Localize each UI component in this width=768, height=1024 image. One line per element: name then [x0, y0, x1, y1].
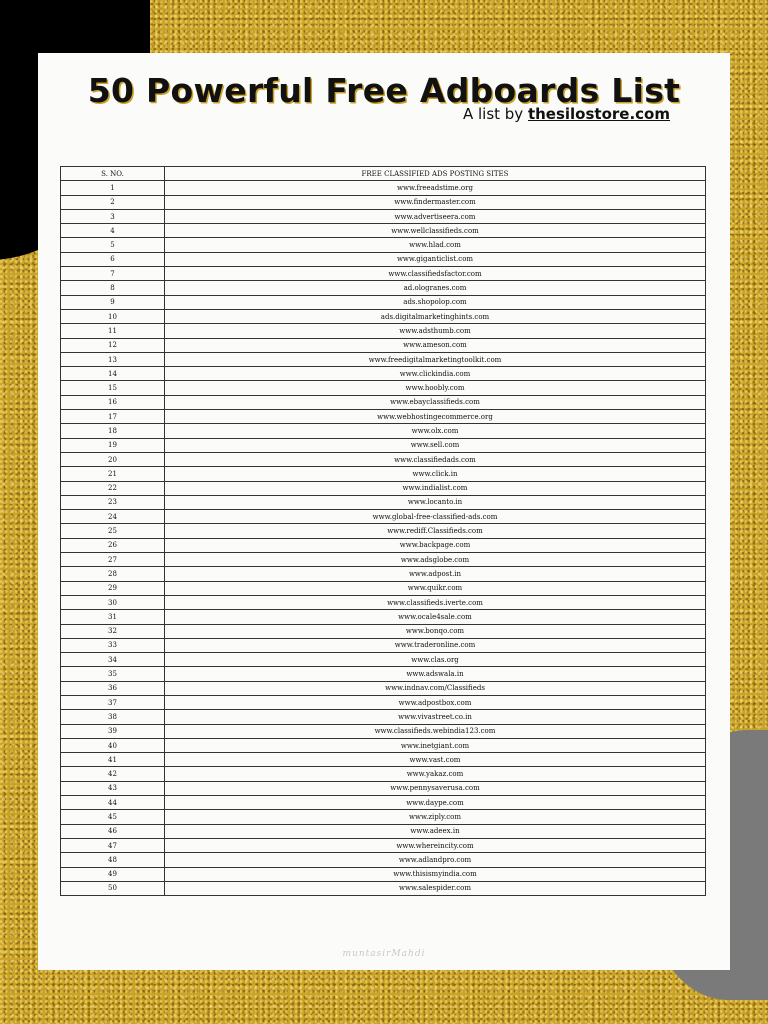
row-site[interactable]: www.vivastreet.co.in — [165, 710, 706, 724]
row-site[interactable]: www.indialist.com — [165, 481, 706, 495]
row-site[interactable]: www.adpostbox.com — [165, 695, 706, 709]
row-site[interactable]: www.daype.com — [165, 796, 706, 810]
row-site[interactable]: ad.ologranes.com — [165, 281, 706, 295]
row-site[interactable]: www.vast.com — [165, 753, 706, 767]
row-site[interactable]: www.classifieds.iverte.com — [165, 595, 706, 609]
row-number: 26 — [61, 538, 165, 552]
row-site[interactable]: www.classifiedads.com — [165, 452, 706, 466]
row-number: 49 — [61, 867, 165, 881]
table-body — [61, 181, 706, 896]
sites-table — [60, 166, 706, 896]
table-row — [61, 567, 706, 581]
table-row — [61, 209, 706, 223]
table-row — [61, 667, 706, 681]
row-site[interactable]: www.adpost.in — [165, 567, 706, 581]
row-number: 10 — [61, 309, 165, 323]
row-site[interactable]: www.hoobly.com — [165, 381, 706, 395]
table-row — [61, 853, 706, 867]
table-row — [61, 367, 706, 381]
row-number: 19 — [61, 438, 165, 452]
table-row — [61, 838, 706, 852]
row-site[interactable]: www.adlandpro.com — [165, 853, 706, 867]
row-site[interactable]: www.clas.org — [165, 653, 706, 667]
table-row — [61, 438, 706, 452]
table-row — [61, 238, 706, 252]
site-link[interactable]: thesilostore.com — [527, 105, 670, 123]
row-number: 8 — [61, 281, 165, 295]
row-number: 48 — [61, 853, 165, 867]
row-number: 41 — [61, 753, 165, 767]
row-number: 7 — [61, 267, 165, 281]
table-row — [61, 624, 706, 638]
row-number: 15 — [61, 381, 165, 395]
row-number: 37 — [61, 695, 165, 709]
table-row — [61, 767, 706, 781]
row-site[interactable]: ads.digitalmarketinghints.com — [165, 309, 706, 323]
table-row — [61, 295, 706, 309]
row-number: 24 — [61, 510, 165, 524]
table-row — [61, 538, 706, 552]
signature: muntasirMahdi — [342, 949, 426, 959]
row-number: 12 — [61, 338, 165, 352]
row-site[interactable]: www.olx.com — [165, 424, 706, 438]
table-row — [61, 524, 706, 538]
table-row — [61, 867, 706, 881]
row-number: 4 — [61, 224, 165, 238]
table-row — [61, 452, 706, 466]
table-row — [61, 395, 706, 409]
row-site[interactable]: www.pennysaverusa.com — [165, 781, 706, 795]
row-site[interactable]: www.adswala.in — [165, 667, 706, 681]
row-site[interactable]: www.traderonline.com — [165, 638, 706, 652]
row-number: 35 — [61, 667, 165, 681]
row-site[interactable]: www.quikr.com — [165, 581, 706, 595]
table-row — [61, 638, 706, 652]
row-number: 2 — [61, 195, 165, 209]
table-row — [61, 796, 706, 810]
table-row — [61, 481, 706, 495]
row-number: 21 — [61, 467, 165, 481]
table-row — [61, 695, 706, 709]
page-title: 50 Powerful Free Adboards List — [87, 71, 681, 110]
row-site[interactable]: www.rediff.Classifieds.com — [165, 524, 706, 538]
row-number: 32 — [61, 624, 165, 638]
row-number: 29 — [61, 581, 165, 595]
document-page — [38, 53, 730, 970]
row-site[interactable]: www.salespider.com — [165, 881, 706, 895]
row-number: 16 — [61, 395, 165, 409]
row-site[interactable]: www.yakaz.com — [165, 767, 706, 781]
row-number: 30 — [61, 595, 165, 609]
row-site[interactable]: www.giganticlist.com — [165, 252, 706, 266]
table-row — [61, 324, 706, 338]
row-number: 42 — [61, 767, 165, 781]
sites-table-container — [60, 166, 706, 896]
row-number: 3 — [61, 209, 165, 223]
row-site[interactable]: www.thisismyindia.com — [165, 867, 706, 881]
row-site[interactable]: www.indnav.com/Classifieds — [165, 681, 706, 695]
table-row — [61, 681, 706, 695]
row-number: 38 — [61, 710, 165, 724]
table-row — [61, 738, 706, 752]
row-site[interactable]: ads.shopolop.com — [165, 295, 706, 309]
subtitle-prefix: A list by — [462, 105, 528, 123]
table-header-row — [61, 167, 706, 181]
row-site[interactable]: www.global-free-classified-ads.com — [165, 510, 706, 524]
row-site[interactable]: www.adsthumb.com — [165, 324, 706, 338]
row-number: 11 — [61, 324, 165, 338]
table-row — [61, 267, 706, 281]
row-number: 1 — [61, 181, 165, 195]
page-subtitle — [463, 105, 670, 123]
row-number: 50 — [61, 881, 165, 895]
row-site[interactable]: www.bonqo.com — [165, 624, 706, 638]
table-row — [61, 510, 706, 524]
table-row — [61, 381, 706, 395]
row-site[interactable]: www.sell.com — [165, 438, 706, 452]
table-row — [61, 410, 706, 424]
row-number: 23 — [61, 495, 165, 509]
row-site[interactable]: www.classifiedsfactor.com — [165, 267, 706, 281]
table-row — [61, 553, 706, 567]
table-row — [61, 467, 706, 481]
row-site[interactable]: www.ziply.com — [165, 810, 706, 824]
row-site[interactable]: www.ameson.com — [165, 338, 706, 352]
row-site[interactable]: www.findermaster.com — [165, 195, 706, 209]
table-row — [61, 352, 706, 366]
row-number: 31 — [61, 610, 165, 624]
row-site[interactable]: www.clickindia.com — [165, 367, 706, 381]
table-row — [61, 495, 706, 509]
row-number: 33 — [61, 638, 165, 652]
table-row — [61, 710, 706, 724]
row-site[interactable]: www.click.in — [165, 467, 706, 481]
row-site[interactable]: www.webhostingecommerce.org — [165, 410, 706, 424]
table-row — [61, 724, 706, 738]
row-number: 40 — [61, 738, 165, 752]
header-site: FREE CLASSIFIED ADS POSTING SITES — [165, 167, 706, 181]
row-site[interactable]: www.whereincity.com — [165, 838, 706, 852]
table-row — [61, 181, 706, 195]
row-number: 17 — [61, 410, 165, 424]
table-row — [61, 881, 706, 895]
table-row — [61, 581, 706, 595]
row-site[interactable]: www.hlad.com — [165, 238, 706, 252]
table-row — [61, 824, 706, 838]
row-site[interactable]: www.backpage.com — [165, 538, 706, 552]
row-site[interactable]: www.freeadstime.org — [165, 181, 706, 195]
table-row — [61, 281, 706, 295]
row-number: 43 — [61, 781, 165, 795]
row-site[interactable]: www.adeex.in — [165, 824, 706, 838]
row-number: 9 — [61, 295, 165, 309]
table-row — [61, 424, 706, 438]
row-site[interactable]: www.ocale4sale.com — [165, 610, 706, 624]
row-site[interactable]: www.advertiseera.com — [165, 209, 706, 223]
table-row — [61, 810, 706, 824]
row-number: 5 — [61, 238, 165, 252]
row-site[interactable]: www.wellclassifieds.com — [165, 224, 706, 238]
row-number: 25 — [61, 524, 165, 538]
row-number: 46 — [61, 824, 165, 838]
table-row — [61, 753, 706, 767]
table-row — [61, 195, 706, 209]
row-number: 14 — [61, 367, 165, 381]
row-number: 34 — [61, 653, 165, 667]
row-site[interactable]: www.adsglobe.com — [165, 553, 706, 567]
row-number: 44 — [61, 796, 165, 810]
row-number: 47 — [61, 838, 165, 852]
table-row — [61, 781, 706, 795]
row-number: 28 — [61, 567, 165, 581]
header-serial-number: S. NO. — [61, 167, 165, 181]
table-row — [61, 653, 706, 667]
row-number: 13 — [61, 352, 165, 366]
table-row — [61, 595, 706, 609]
table-row — [61, 610, 706, 624]
row-number: 36 — [61, 681, 165, 695]
row-site[interactable]: www.classifieds.webindia123.com — [165, 724, 706, 738]
row-site[interactable]: www.ebayclassifieds.com — [165, 395, 706, 409]
row-number: 39 — [61, 724, 165, 738]
row-number: 45 — [61, 810, 165, 824]
row-site[interactable]: www.locanto.in — [165, 495, 706, 509]
table-row — [61, 252, 706, 266]
row-number: 18 — [61, 424, 165, 438]
table-row — [61, 224, 706, 238]
row-number: 22 — [61, 481, 165, 495]
row-number: 27 — [61, 553, 165, 567]
table-row — [61, 309, 706, 323]
row-number: 6 — [61, 252, 165, 266]
row-number: 20 — [61, 452, 165, 466]
row-site[interactable]: www.freedigitalmarketingtoolkit.com — [165, 352, 706, 366]
row-site[interactable]: www.inetgiant.com — [165, 738, 706, 752]
table-row — [61, 338, 706, 352]
